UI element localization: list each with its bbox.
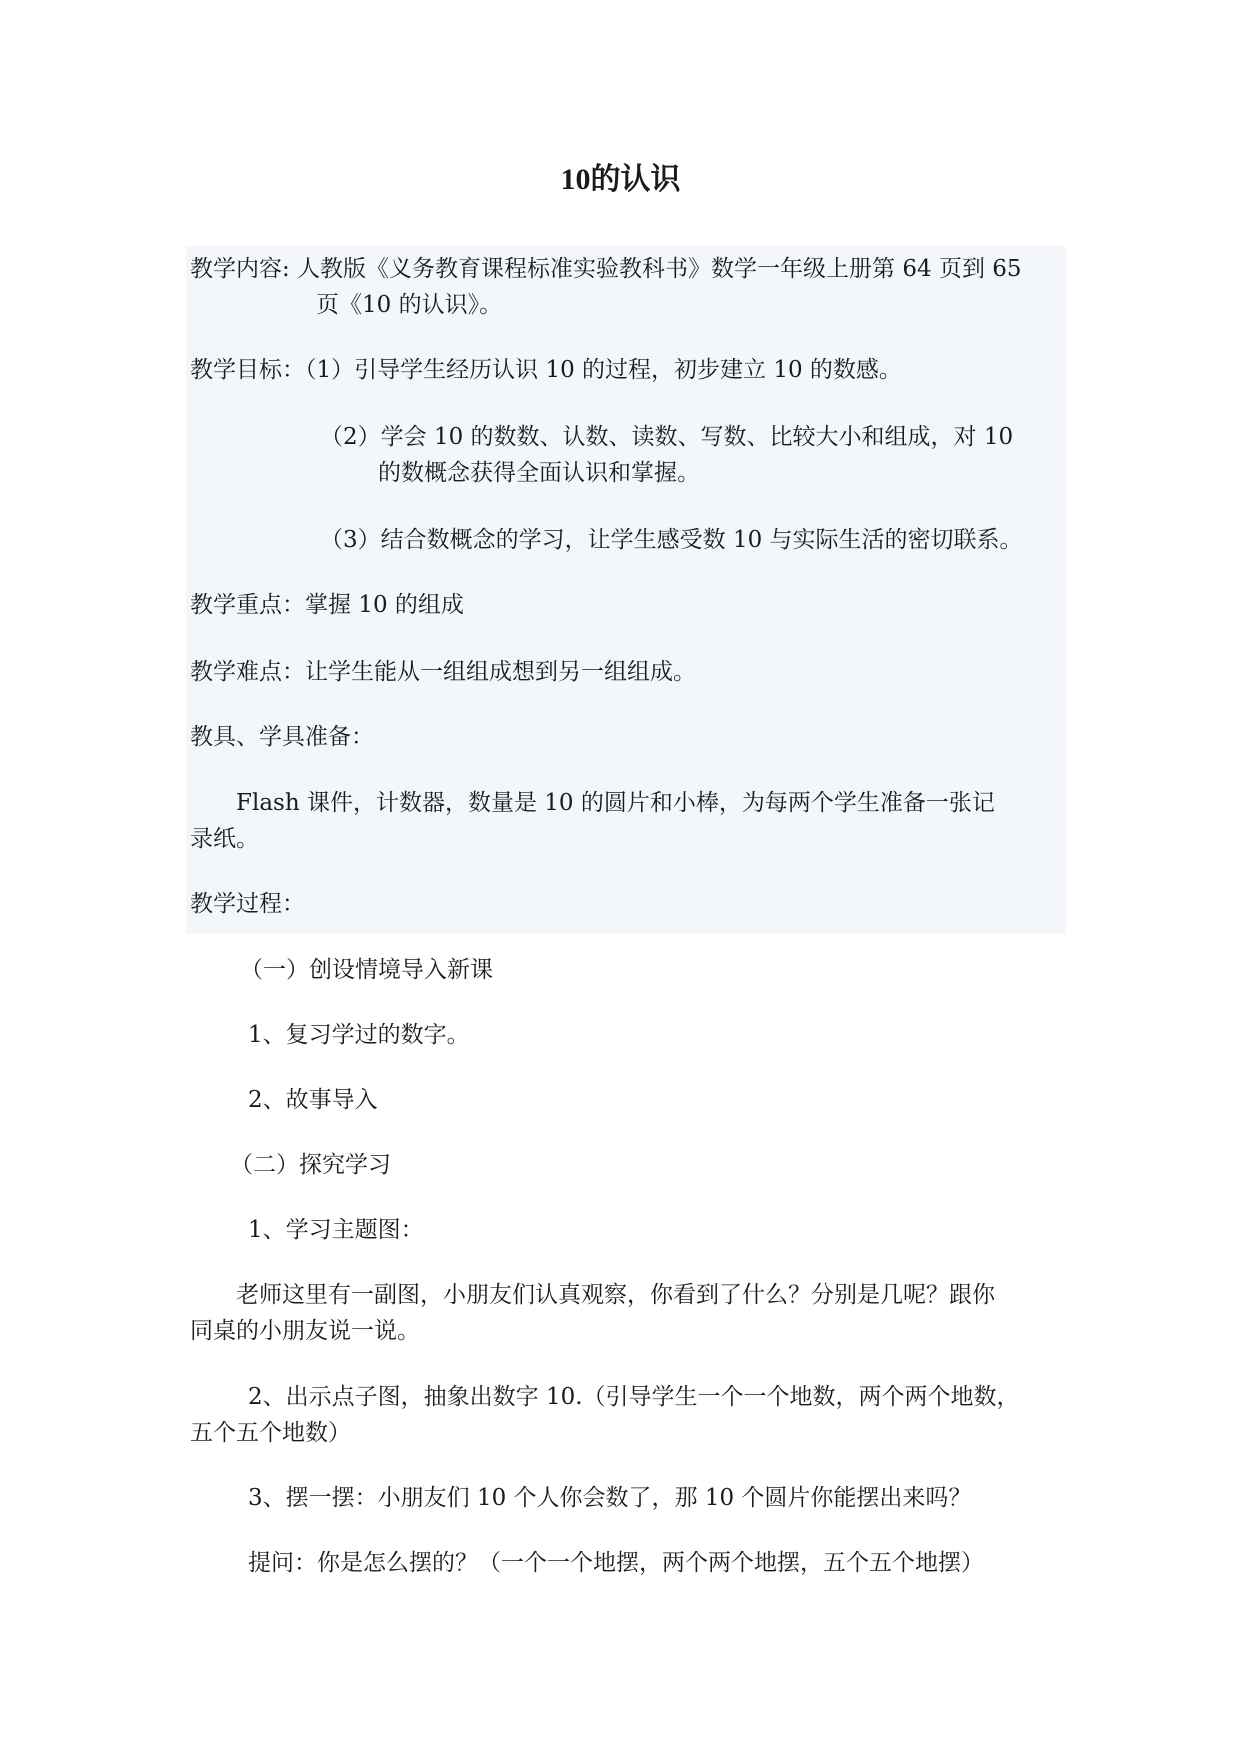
section-2-item-2-line-2: 五个五个地数） xyxy=(190,1420,351,1446)
materials-line-2: 录纸。 xyxy=(190,826,259,852)
teaching-goal-2-line-2: 的数概念获得全面认识和掌握。 xyxy=(378,460,700,486)
section-2-item-1: 1、学习主题图： xyxy=(248,1217,424,1243)
section-1-item-1: 1、复习学过的数字。 xyxy=(248,1022,470,1048)
document-title: 10的认识 xyxy=(560,163,681,196)
section-1-heading: （一）创设情境导入新课 xyxy=(240,957,493,983)
teaching-content-line-1: 教学内容: 人教版《义务教育课程标准实验教科书》数学一年级上册第 64 页到 65 xyxy=(190,256,1022,282)
section-2-heading: （二）探究学习 xyxy=(230,1152,391,1178)
teaching-key-point: 教学重点：掌握 10 的组成 xyxy=(190,592,464,618)
section-1-item-2: 2、故事导入 xyxy=(248,1087,378,1113)
section-2-item-2-line-1: 2、出示点子图，抽象出数字 10.（引导学生一个一个地数，两个两个地数， xyxy=(248,1384,1020,1410)
materials-line-1: Flash 课件，计数器，数量是 10 的圆片和小棒，为每两个学生准备一张记 xyxy=(236,790,995,816)
process-heading: 教学过程： xyxy=(190,891,305,917)
question-line: 提问：你是怎么摆的？（一个一个地摆，两个两个地摆，五个五个地摆） xyxy=(248,1550,984,1576)
teaching-goal-3: （3）结合数概念的学习，让学生感受数 10 与实际生活的密切联系。 xyxy=(320,527,1023,553)
paragraph-1-line-2: 同桌的小朋友说一说。 xyxy=(190,1318,420,1344)
teaching-goal-2-line-1: （2）学会 10 的数数、认数、读数、写数、比较大小和组成，对 10 xyxy=(320,424,1014,450)
teaching-difficulty: 教学难点：让学生能从一组组成想到另一组组成。 xyxy=(190,659,696,685)
section-2-item-3: 3、摆一摆：小朋友们 10 个人你会数了，那 10 个圆片你能摆出来吗？ xyxy=(248,1485,972,1511)
materials-heading: 教具、学具准备： xyxy=(190,724,374,750)
paragraph-1-line-1: 老师这里有一副图，小朋友们认真观察，你看到了什么？分别是几呢？跟你 xyxy=(236,1282,995,1308)
teaching-goal-1: 教学目标：（1）引导学生经历认识 10 的过程，初步建立 10 的数感。 xyxy=(190,357,902,383)
teaching-content-line-2: 页《10 的认识》。 xyxy=(316,292,503,318)
